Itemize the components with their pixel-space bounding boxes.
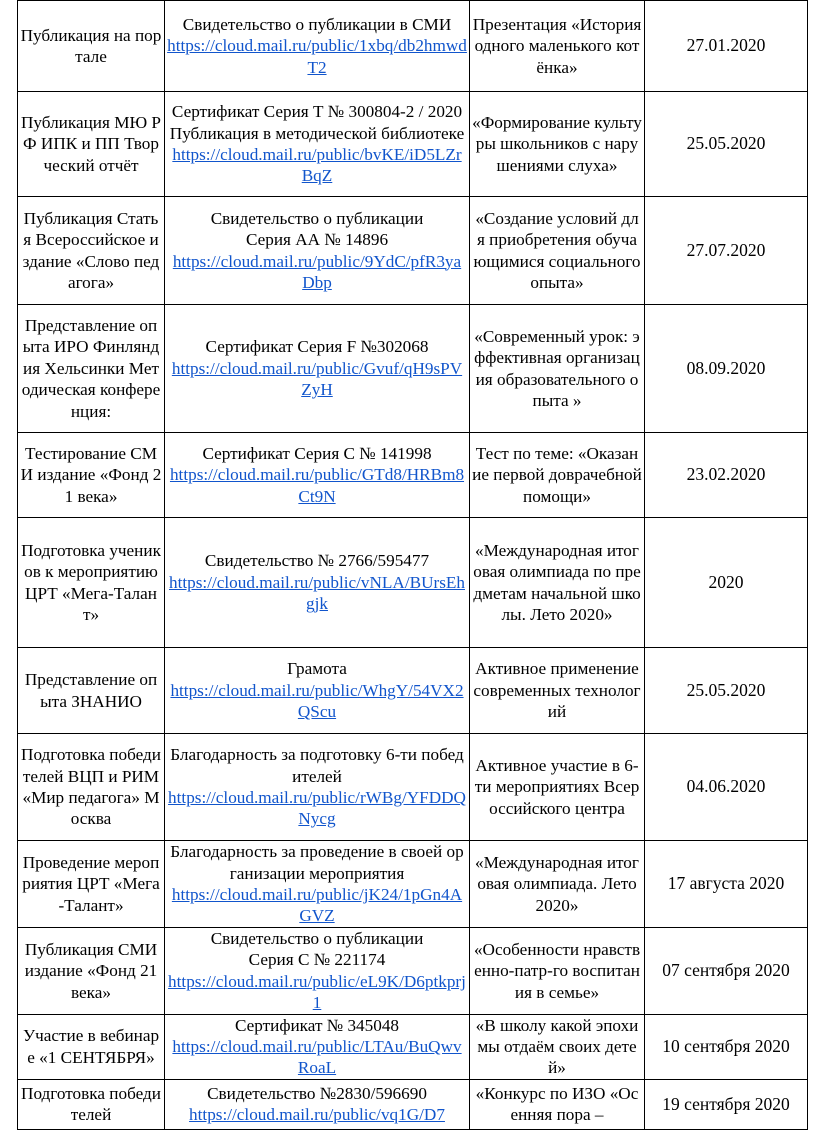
document-cell	[165, 433, 470, 518]
document-link[interactable]: https://cloud.mail.ru/public/Gvuf/qH9sPVZyH	[171, 358, 463, 400]
date-cell: 08.09.2020	[645, 305, 808, 433]
document-link[interactable]: https://cloud.mail.ru/public/1xbq/db2hmwdT2	[167, 36, 467, 77]
document-text: Сертификат Серия Т № 300804-2 / 2020 Публикация в методической библиотеке	[169, 102, 465, 143]
date-cell: 07 сентября 2020	[645, 928, 808, 1015]
table-row	[18, 518, 808, 648]
event-type-cell: Публикация СМИ издание «Фонд 21 века»	[18, 928, 165, 1015]
date-cell: 27.07.2020	[645, 197, 808, 305]
date-cell: 10 сентября 2020	[645, 1014, 808, 1079]
topic-cell: Активное применение современных технологий	[470, 648, 645, 734]
topic-cell: «Современный урок: эффективная организация образовательного опыта »	[470, 305, 645, 433]
document-text: Свидетельство № 2766/595477	[204, 551, 430, 571]
event-type-cell: Публикация МЮ РФ ИПК и ПП Творческий отчёт	[18, 92, 165, 197]
document-text: Благодарность за проведение в своей организации мероприятия	[170, 842, 464, 883]
document-link[interactable]: https://cloud.mail.ru/public/jK24/1pGn4AGVZ	[171, 885, 463, 926]
document-text: Грамота	[287, 659, 347, 679]
table-row	[18, 841, 808, 928]
document-text: Свидетельство о публикации в СМИ	[182, 14, 452, 34]
event-type-cell: Публикация Статья Всероссийское издание «Слово педагога»	[18, 197, 165, 305]
topic-cell: «Международная итоговая олимпиада. Лето 2020»	[470, 841, 645, 928]
document-link[interactable]: https://cloud.mail.ru/public/LTAu/BuQwvRoaL	[172, 1037, 462, 1078]
event-type-cell: Участие в вебинаре «1 СЕНТЯБРЯ»	[18, 1014, 165, 1079]
document-cell	[165, 1, 470, 92]
topic-cell: «Конкурс по ИЗО «Осенняя пора –	[470, 1079, 645, 1129]
document-text: Сертификат Серия F №302068	[205, 337, 429, 357]
document-link[interactable]: https://cloud.mail.ru/public/GTd8/HRBm8Ct9N	[169, 465, 465, 506]
table-row	[18, 1014, 808, 1079]
date-cell: 17 августа 2020	[645, 841, 808, 928]
date-cell: 25.05.2020	[645, 648, 808, 734]
document-cell	[165, 197, 470, 305]
document-cell	[165, 841, 470, 928]
table-row	[18, 197, 808, 305]
date-cell: 23.02.2020	[645, 433, 808, 518]
document-text: Свидетельство о публикации	[210, 208, 424, 228]
document-text: Серия С № 221174	[248, 950, 386, 970]
document-cell	[165, 734, 470, 841]
document-cell	[165, 305, 470, 433]
document-link[interactable]: https://cloud.mail.ru/public/vNLA/BUrsEhgjk	[169, 572, 465, 614]
document-link[interactable]: https://cloud.mail.ru/public/9YdC/pfR3yaDbp	[172, 251, 462, 292]
topic-cell: «Особенности нравственно-патр-го воспитания в семье»	[470, 928, 645, 1015]
document-text: Благодарность за подготовку 6-ти победителей	[170, 745, 464, 786]
document-text: Сертификат № 345048	[234, 1015, 400, 1035]
document-text: Свидетельство о публикации	[210, 929, 424, 948]
date-cell: 25.05.2020	[645, 92, 808, 197]
document-link[interactable]: https://cloud.mail.ru/public/eL9K/D6ptkprj1	[168, 971, 466, 1013]
document-link[interactable]: https://cloud.mail.ru/public/vq1G/D7	[189, 1105, 445, 1125]
document-cell	[165, 1014, 470, 1079]
date-cell: 19 сентября 2020	[645, 1079, 808, 1129]
date-cell: 27.01.2020	[645, 1, 808, 92]
table-row	[18, 1, 808, 92]
event-type-cell: Подготовка учеников к мероприятию ЦРТ «Мега-Талант»	[18, 518, 165, 648]
document-link[interactable]: https://cloud.mail.ru/public/rWBg/YFDDQNycg	[168, 788, 466, 829]
document-text: Свидетельство №2830/596690	[207, 1083, 427, 1103]
topic-cell: «Международная итоговая олимпиада по предметам начальной школы. Лето 2020»	[470, 518, 645, 648]
event-type-cell: Подготовка победителей ВЦП и РИМ «Мир педагога» Москва	[18, 734, 165, 841]
document-text: Серия АА № 14896	[245, 230, 389, 250]
table-row	[18, 305, 808, 433]
document-link[interactable]: https://cloud.mail.ru/public/bvKE/iD5LZrBqZ	[172, 145, 462, 186]
topic-cell: Активное участие в 6-ти мероприятиях Всероссийского центра	[470, 734, 645, 841]
date-cell: 04.06.2020	[645, 734, 808, 841]
event-type-cell: Тестирование СМИ издание «Фонд 21 века»	[18, 433, 165, 518]
document-link[interactable]: https://cloud.mail.ru/public/WhgY/54VX2QScu	[170, 680, 464, 722]
table-row	[18, 928, 808, 1015]
document-cell	[165, 92, 470, 197]
achievements-table	[17, 0, 808, 1130]
table-row	[18, 433, 808, 518]
document-cell	[165, 928, 470, 1015]
event-type-cell: Подготовка победителей	[18, 1079, 165, 1129]
event-type-cell: Представление опыта ЗНАНИО	[18, 648, 165, 734]
event-type-cell: Проведение мероприятия ЦРТ «Мега-Талант»	[18, 841, 165, 928]
topic-cell: «Формирование культуры школьников с нарушениями слуха»	[470, 92, 645, 197]
topic-cell: «В школу какой эпохи мы отдаём своих детей»	[470, 1014, 645, 1079]
table-row	[18, 648, 808, 734]
topic-cell: «Создание условий для приобретения обучающимися социального опыта»	[470, 197, 645, 305]
topic-cell: Презентация «История одного маленького котёнка»	[470, 1, 645, 92]
table-row	[18, 734, 808, 841]
document-cell	[165, 518, 470, 648]
topic-cell: Тест по теме: «Оказание первой доврачебной помощи»	[470, 433, 645, 518]
date-cell: 2020	[645, 518, 808, 648]
document-cell	[165, 648, 470, 734]
event-type-cell: Представление опыта ИРО Финляндия Хельсинки Методическая конференция:	[18, 305, 165, 433]
table-row	[18, 1079, 808, 1129]
event-type-cell: Публикация на портале	[18, 1, 165, 92]
document-text: Сертификат Серия С № 141998	[202, 443, 432, 463]
table-row	[18, 92, 808, 197]
document-cell	[165, 1079, 470, 1129]
